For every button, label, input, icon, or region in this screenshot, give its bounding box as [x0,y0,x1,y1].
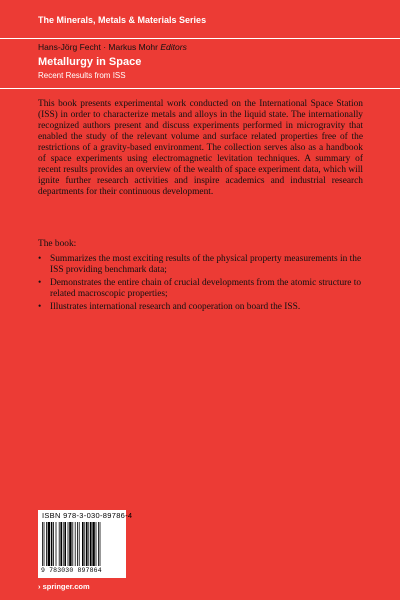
barcode-digits: 9 783030 897864 [41,567,102,574]
bullet-text: Summarizes the most exciting results of the physical property measurements in the ISS providing benchmark data; [50,254,362,275]
editors-role: Editors [160,42,187,52]
bullet-text: Demonstrates the entire chain of crucial developments from the atomic structure to related macroscopic properties; [50,278,362,299]
editors-line [38,42,187,52]
bullet-text: Illustrates international research and cooperation on board the ISS. [50,302,301,312]
bullet-item [38,278,363,300]
editor-names: Hans-Jörg Fecht · Markus Mohr [38,42,158,52]
book-subtitle: Recent Results from ISS [38,71,126,80]
bullet-item [38,302,363,313]
barcode-icon [42,522,122,566]
top-rule [0,38,400,39]
series-name: The Minerals, Metals & Materials Series [38,15,207,25]
bullet-dot-icon: • [38,302,42,312]
bottom-rule [0,88,400,89]
bullet-item [38,254,363,276]
bullet-list [38,254,363,315]
book-label: The book: [38,239,77,249]
bullet-dot-icon: • [38,278,42,288]
isbn-number: ISBN 978-3-030-89786-4 [42,511,133,520]
book-title: Metallurgy in Space [38,56,142,68]
bullet-dot-icon: • [38,254,42,264]
publisher-website: › springer.com [38,582,90,591]
blurb-paragraph: This book presents experimental work conducted on the International Space Station (ISS) in order to characterize metals and alloys in the liquid state. The internationally recognized authors present and discuss experiments performed in microgravity that enabled the study of the relevant volume and surface related properties free of the restrictions of a gravity-based environment. The collection serves also as a handbook of space experiments using electromagnetic levitation techniques. A summary of recent results provides an overview of the wealth of space experiment data, which will ignite further research activities and inspire academics and industrial research departments for their continuous development. [38,99,363,197]
isbn-barcode [38,510,133,578]
